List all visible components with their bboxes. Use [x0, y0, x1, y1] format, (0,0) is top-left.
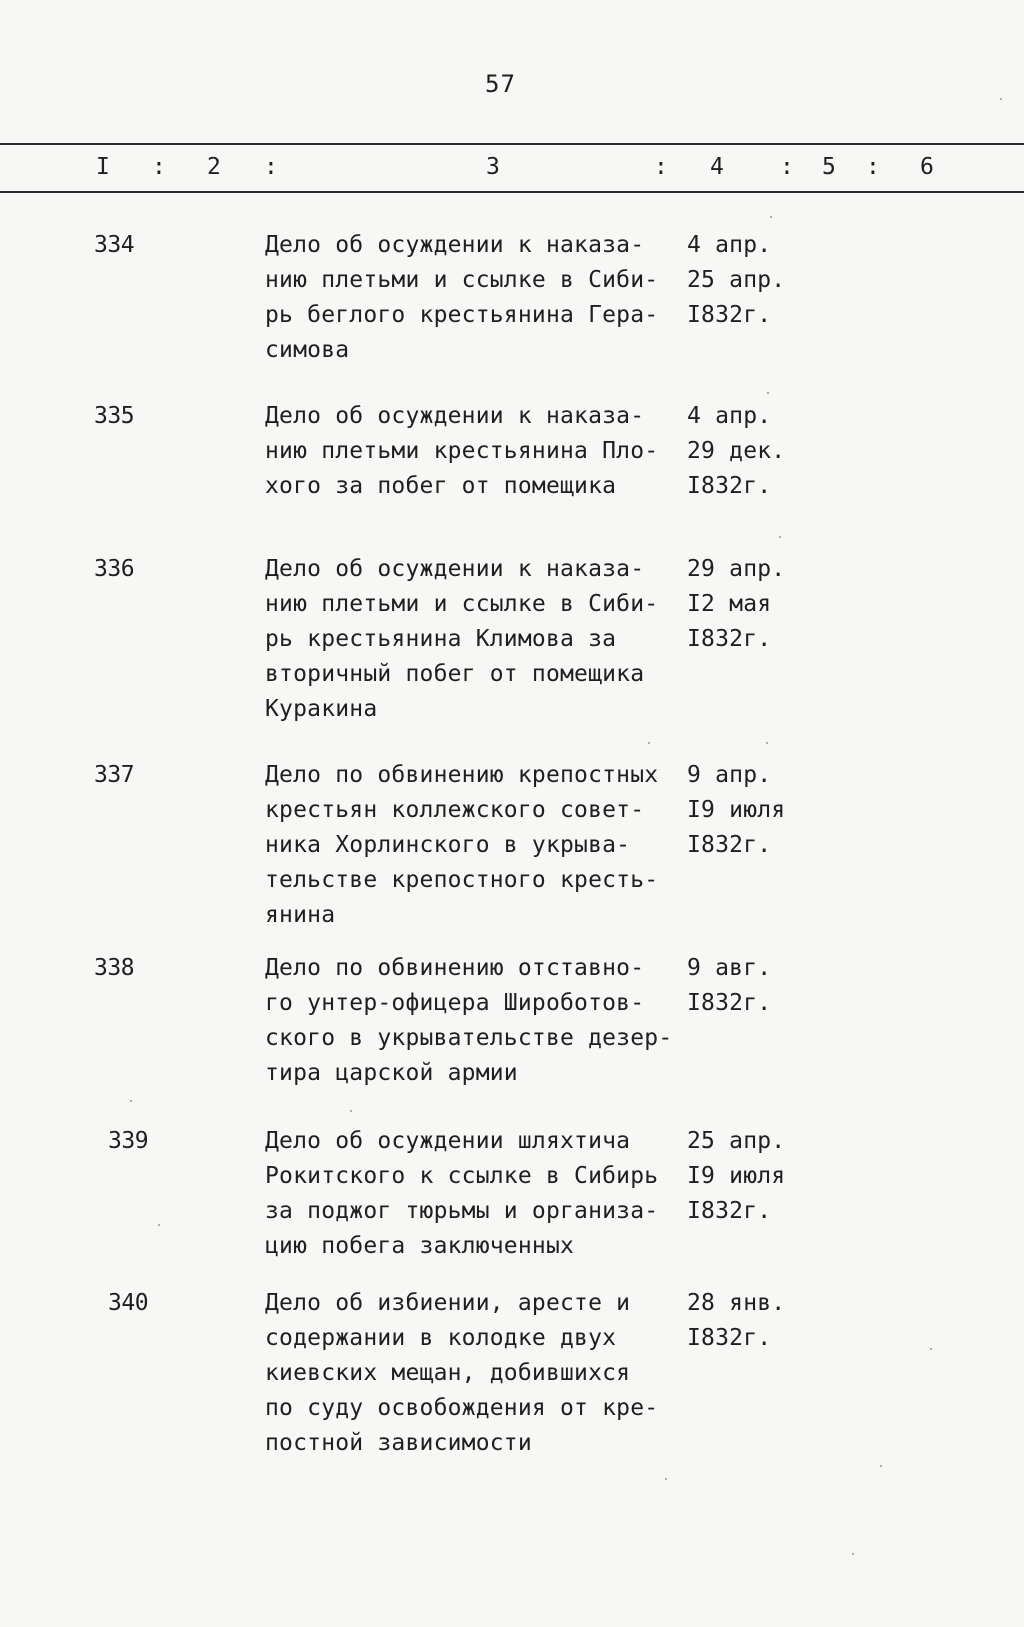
description-line: киевских мещан, добившихся [265, 1360, 631, 1386]
description-line: цию побега заключенных [265, 1233, 575, 1259]
date-year: I832г. [687, 473, 772, 499]
date-end: 29 дек. [687, 438, 786, 464]
date-end: I2 мая [687, 591, 772, 617]
description-line: вторичный побег от помещика [265, 661, 645, 687]
date-start: 25 апр. [687, 1128, 786, 1154]
description-line: го унтер-офицера Широботов- [265, 990, 645, 1016]
date-start: 9 авг. [687, 955, 772, 981]
header-col-2: 2 [207, 154, 221, 180]
page-number: 57 [485, 70, 516, 98]
description-line: нию плетьми и ссылке в Сиби- [265, 591, 659, 617]
record-dates [687, 552, 827, 657]
description-line: содержании в колодке двух [265, 1325, 617, 1351]
scan-speck [852, 1553, 854, 1555]
record-description [265, 399, 685, 504]
description-line: Куракина [265, 696, 378, 722]
description-line: Дело об осуждении к наказа- [265, 403, 645, 429]
description-line: по суду освобождения от кре- [265, 1395, 659, 1421]
description-line: нию плетьми и ссылке в Сиби- [265, 267, 659, 293]
description-line: Дело по обвинению крепостных [265, 762, 659, 788]
description-line: хого за побег от помещика [265, 473, 617, 499]
date-start: 28 янв. [687, 1290, 786, 1316]
record-number: 334 [94, 232, 135, 258]
header-bottom-rule [0, 191, 1024, 193]
description-line: Дело об осуждении шляхтича [265, 1128, 631, 1154]
description-line: ника Хорлинского в укрыва- [265, 832, 631, 858]
scan-speck [130, 1100, 132, 1102]
record-dates [687, 951, 827, 1021]
record-dates [687, 758, 827, 863]
date-start: 4 апр. [687, 403, 772, 429]
scan-speck [767, 392, 769, 394]
date-start: 4 апр. [687, 232, 772, 258]
record-dates [687, 1124, 827, 1229]
date-end: 25 апр. [687, 267, 786, 293]
record-number: 340 [108, 1290, 149, 1316]
description-line: тира царской армии [265, 1060, 518, 1086]
scan-speck [1000, 98, 1002, 100]
record-description [265, 758, 685, 933]
scan-speck [158, 1224, 160, 1226]
scan-speck [770, 216, 772, 218]
date-end: I9 июля [687, 1163, 786, 1189]
date-start: 9 апр. [687, 762, 772, 788]
scan-speck [350, 1110, 352, 1112]
header-col-5: 5 [822, 154, 836, 180]
header-separator: : [780, 154, 794, 180]
description-line: Дело об избиении, аресте и [265, 1290, 631, 1316]
description-line: Дело об осуждении к наказа- [265, 232, 645, 258]
scan-speck [665, 1478, 667, 1480]
record-number: 336 [94, 556, 135, 582]
record-description [265, 951, 685, 1091]
record-number: 337 [94, 762, 135, 788]
header-col-1: I [96, 154, 110, 180]
record-description [265, 1286, 685, 1461]
date-year: I832г. [687, 626, 772, 652]
header-col-6: 6 [920, 154, 934, 180]
record-dates [687, 228, 827, 333]
description-line: Дело об осуждении к наказа- [265, 556, 645, 582]
description-line: рь крестьянина Климова за [265, 626, 617, 652]
record-description [265, 228, 685, 368]
record-description [265, 1124, 685, 1264]
date-year: I832г. [687, 302, 772, 328]
header-separator: : [152, 154, 166, 180]
date-year: I832г. [687, 1325, 772, 1351]
record-dates [687, 399, 827, 504]
description-line: ского в укрывательстве дезер- [265, 1025, 673, 1051]
description-line: рь беглого крестьянина Гера- [265, 302, 659, 328]
description-line: крестьян коллежского совет- [265, 797, 645, 823]
header-col-4: 4 [710, 154, 724, 180]
description-line: симова [265, 337, 350, 363]
record-description [265, 552, 685, 727]
description-line: постной зависимости [265, 1430, 532, 1456]
header-separator: : [866, 154, 880, 180]
record-number: 335 [94, 403, 135, 429]
description-line: янина [265, 902, 336, 928]
date-end: I9 июля [687, 797, 786, 823]
scan-speck [766, 742, 768, 744]
date-start: 29 апр. [687, 556, 786, 582]
scan-speck [648, 742, 650, 744]
description-line: Дело по обвинению отставно- [265, 955, 645, 981]
description-line: нию плетьми крестьянина Пло- [265, 438, 659, 464]
date-year: I832г. [687, 990, 772, 1016]
record-dates [687, 1286, 827, 1356]
header-separator: : [264, 154, 278, 180]
record-number: 338 [94, 955, 135, 981]
scan-speck [880, 1465, 882, 1467]
description-line: Рокитского к ссылке в Сибирь [265, 1163, 659, 1189]
description-line: тельстве крепостного кресть- [265, 867, 659, 893]
header-col-3: 3 [486, 154, 500, 180]
record-number: 339 [108, 1128, 149, 1154]
description-line: за поджог тюрьмы и организа- [265, 1198, 659, 1224]
scan-speck [930, 1348, 932, 1350]
header-top-rule [0, 143, 1024, 145]
scan-speck [779, 536, 781, 538]
header-separator: : [654, 154, 668, 180]
date-year: I832г. [687, 1198, 772, 1224]
date-year: I832г. [687, 832, 772, 858]
